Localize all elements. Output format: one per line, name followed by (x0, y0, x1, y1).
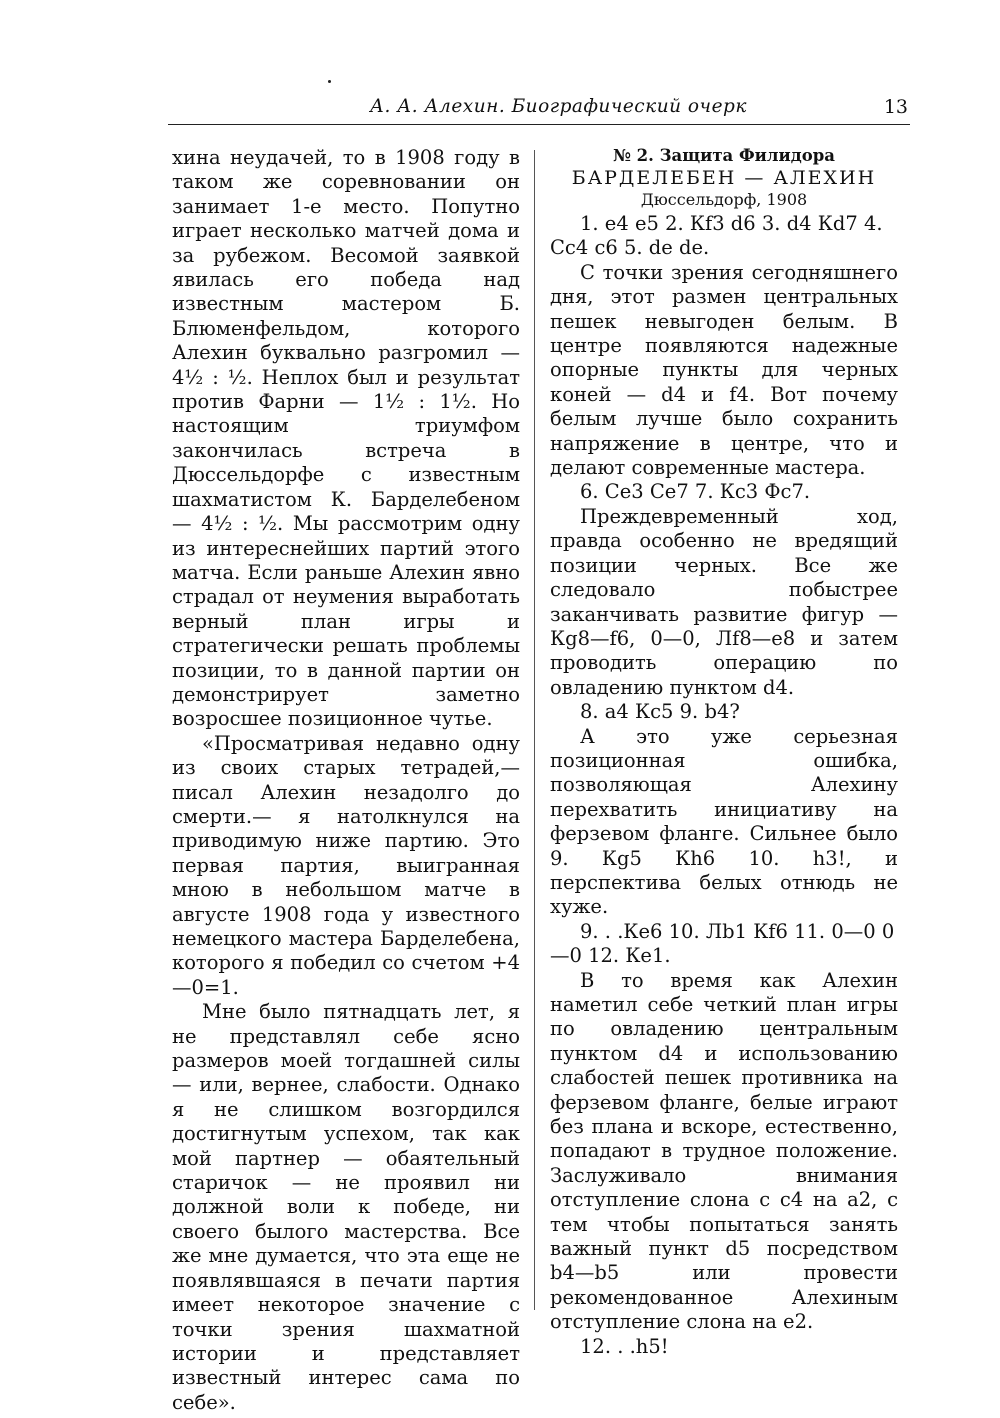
paragraph: хина неудачей, то в 1908 году в таком же соревновании он занимает 1-е место. Попутно играет несколько матчей дома и за рубежом. Весомой заявкой явилась его победа над известным мастером Б. Блюменфельдом, которого Алехин буквально разгромил — 4½ : ½. Неплох был и результат против Фарни — 1½ : 1½. Но настоящим триумфом закончилась встреча в Дюссельдорфе с известным шахматистом К. Барделебеном — 4½ : ½. Мы рассмотрим одну из интереснейших партий этого матча. Если раньше Алехин явно страдал от неумения выработать верный план игры и стратегически решать проблемы позиции, то в данной партии он демонстрирует заметно возросшее позиционное чутье. (172, 146, 520, 731)
game-title: № 2. Защита Филидора (613, 146, 835, 165)
page-number: 13 (883, 96, 908, 118)
game-moves: 1. e4 e5 2. Кf3 d6 3. d4 Кd7 4. Сc4 c6 5. de de. (550, 212, 883, 260)
left-column (172, 146, 520, 1415)
game-place: Дюссельдорф, 1908 (640, 190, 808, 209)
game-moves: 12. . .h5! (580, 1334, 669, 1358)
paragraph: Мне было пятнадцать лет, я не представлял себе ясно размеров моей тогдашней силы — или, вернее, слабости. Однако я не слишком возгордился достигнутым успехом, так как мой партнер — обаятельный старичок — не проявил ни должной воли к победе, ни своего былого мастерства. Все же мне думается, что эта еще не появлявшаяся в печати партия имеет некоторое значение с точки зрения шахматной истории и представляет известный интерес сама по себе». (172, 1000, 520, 1414)
commentary: С точки зрения сегодняшнего дня, этот размен центральных пешек невыгоден белым. В центре появляются надежные опорные пункты для черных коней — d4 и f4. Вот почему белым лучше было сохранить напряжение в центре, что и делают современные мастера. (550, 260, 898, 480)
commentary: Преждевременный ход, правда особенно не вредящий позиции черных. Все же следовало побыстрее заканчивать развитие фигур — Кg8—f6, 0—0, Лf8—e8 и затем проводить операцию по овладению пунктом d4. (550, 504, 898, 699)
game-moves: 6. Сe3 Сe7 7. Кc3 Фc7. (580, 480, 811, 504)
running-header-title: А. А. Алехин. Биографический очерк (370, 96, 747, 117)
print-speck (328, 80, 331, 83)
game-players: БАРДЕЛЕБЕН — АЛЕХИН (571, 167, 877, 189)
game-moves: 9. . .Кe6 10. Лb1 Кf6 11. 0—0 0—0 12. Кe1. (550, 919, 895, 968)
commentary: В то время как Алехин наметил себе четкий план игры по овладению центральным пунктом d4 и использованию слабостей пешек противника на ферзевом фланге, белые играют без плана и вскоре, естественно, попадают в трудное положение. Заслуживало внимания отступление слона с c4 на a2, с тем чтобы попытаться занять важный пункт d5 посредством b4—b5 или провести рекомендованное Алехиным отступление слона на e2. (550, 968, 898, 1334)
game-moves: 8. a4 Кc5 9. b4? (580, 700, 740, 724)
running-header (168, 96, 910, 125)
right-column (550, 146, 898, 1359)
column-divider (534, 150, 535, 1310)
commentary: А это уже серьезная позиционная ошибка, позволяющая Алехину перехватить инициативу на ферзевом фланге. Сильнее было 9. Кg5 Кh6 10. h3!, и перспектива белых отнюдь не хуже. (550, 724, 898, 919)
paragraph: «Просматривая недавно одну из своих старых тетрадей,— писал Алехин незадолго до смерти.— я натолкнулся на приводимую ниже партию. Это первая партия, выигранная мною в небольшом матче в августе 1908 года у известного немецкого мастера Барделебена, которого я победил со счетом +4—0=1. (172, 731, 520, 999)
